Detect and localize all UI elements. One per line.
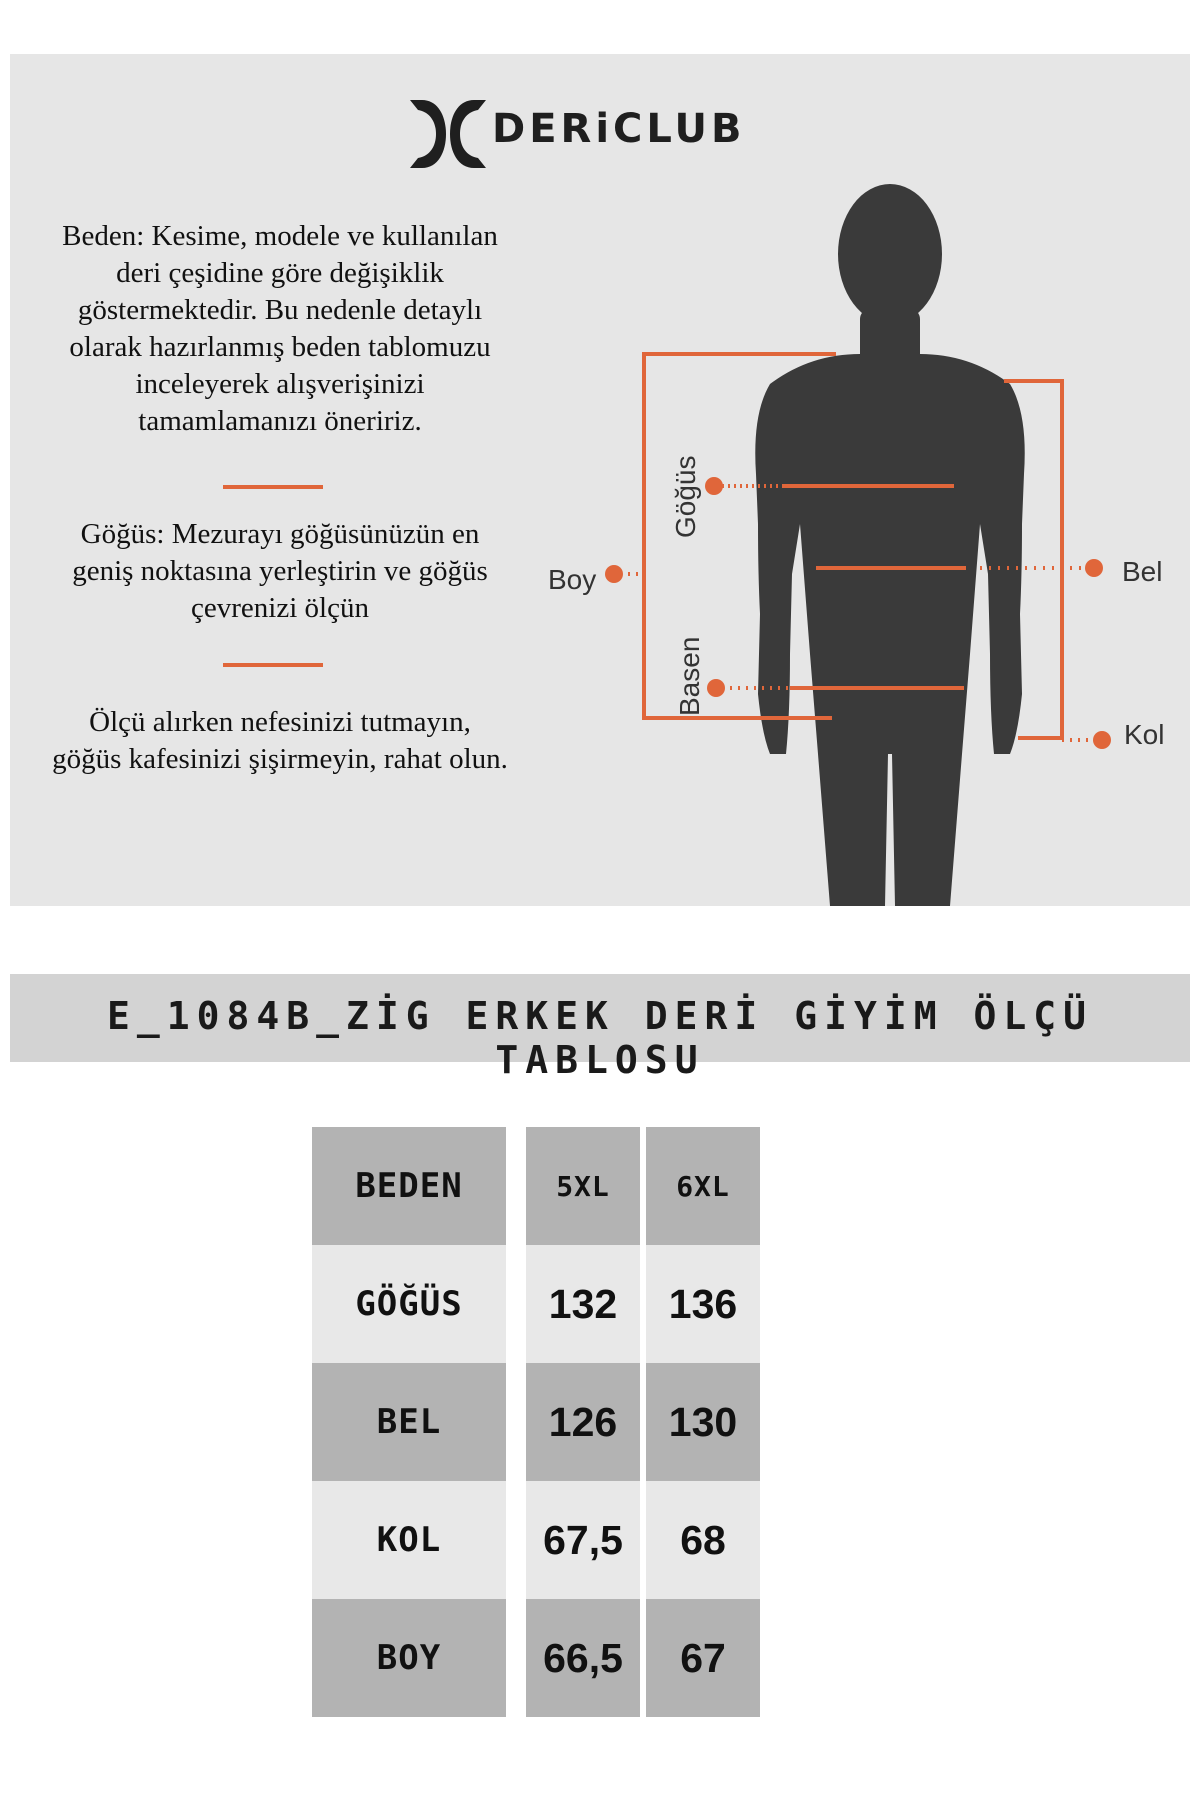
brand-name: DERiCLUB xyxy=(492,106,746,152)
table-cell-value: 132 xyxy=(526,1245,640,1363)
measurement-guide-panel xyxy=(10,54,1190,906)
table-cell-value: 126 xyxy=(526,1363,640,1481)
label-gogus: Göğüs xyxy=(670,455,701,538)
label-boy: Boy xyxy=(548,564,597,595)
info-paragraph-breathing: Ölçü alırken nefesinizi tutmayın, göğüs kafesinizi şişirmeyin, rahat olun. xyxy=(52,706,508,775)
info-paragraph-chest: Göğüs: Mezurayı göğüsünüzün en geniş noktasına yerleştirin ve göğüs çevrenizi ölçün xyxy=(72,518,488,624)
table-header-beden: BEDEN xyxy=(312,1127,506,1245)
size-chart-title-bar xyxy=(10,974,1190,1082)
table-cell-value: 66,5 xyxy=(526,1599,640,1717)
table-cell-value: 130 xyxy=(646,1363,760,1481)
human-silhouette-icon xyxy=(755,184,1024,906)
table-cell-value: 68 xyxy=(646,1481,760,1599)
label-bel: Bel xyxy=(1122,556,1163,587)
table-header-size: 6XL xyxy=(646,1127,760,1245)
table-row-label: BOY xyxy=(312,1599,506,1717)
table-header-size: 5XL xyxy=(526,1127,640,1245)
table-row-label: BEL xyxy=(312,1363,506,1481)
body-measurement-diagram xyxy=(10,54,1190,906)
label-kol: Kol xyxy=(1124,719,1165,750)
table-row-label: KOL xyxy=(312,1481,506,1599)
table-cell-value: 67 xyxy=(646,1599,760,1717)
table-row-label: GÖĞÜS xyxy=(312,1245,506,1363)
size-chart-title: E_1084B_ZİG ERKEK DERİ GİYİM ÖLÇÜ TABLOSU xyxy=(107,994,1093,1082)
label-basen: Basen xyxy=(674,636,705,716)
info-paragraph-size: Beden: Kesime, modele ve kullanılan deri çeşidine göre değişiklik göstermektedir. Bu nedenle detaylı olarak hazırlanmış beden tablomuzu inceleyerek alışverişinizi tamamlamanızı öneririz. xyxy=(62,220,498,437)
table-cell-value: 67,5 xyxy=(526,1481,640,1599)
table-cell-value: 136 xyxy=(646,1245,760,1363)
